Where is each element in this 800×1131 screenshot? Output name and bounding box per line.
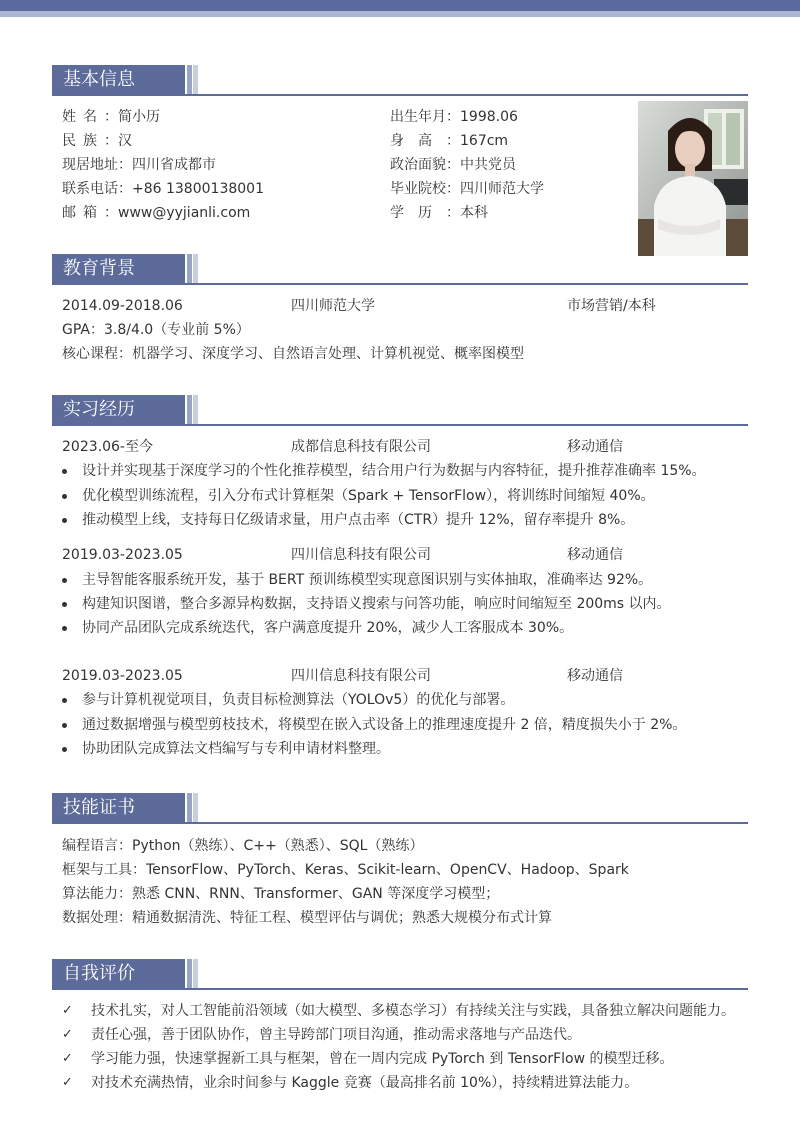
profile-photo [638,101,748,256]
degree-row: 学历：本科 [390,205,488,221]
height-row: 身高：167cm [390,133,509,149]
birth-value: 1998.06 [460,109,518,125]
section-title: 技能证书 [52,793,185,823]
height-value: 167cm [460,133,509,149]
section-header-basic-info [52,65,748,97]
section-title: 教育背景 [52,254,185,284]
job-bullet: 通过数据增强与模型剪枝技术，将模型在嵌入式设备上的推理速度提升 2 倍，精度损失小于 2%。 [82,717,687,733]
section-divider [52,283,748,285]
section-divider [52,988,748,990]
bullet-dot [60,715,70,735]
political-row: 政治面貌：中共党员 [390,157,516,173]
school-row: 毕业院校：四川师范大学 [390,181,544,197]
self-eval-item: 责任心强，善于团队协作，曾主导跨部门项目沟通，推动需求落地与产品迭代。 [91,1027,581,1043]
bullet-dot [60,594,70,614]
top-accent-bar [0,0,800,11]
address-value: 四川省成都市 [132,157,216,173]
job-bullet: 构建知识图谱，整合多源异构数据，支持语义搜索与问答功能，响应时间缩短至 200ms 以内。 [82,596,671,612]
phone-value: +86 13800138001 [132,181,264,197]
self-eval-item: 对技术充满热情，业余时间参与 Kaggle 竞赛（最高排名前 10%），持续精进算法能力。 [91,1075,639,1091]
check-icon: ✓ [62,1003,73,1018]
edu-period: 2014.09-2018.06 [62,298,183,314]
job-role: 移动通信 [567,668,623,684]
section-divider [52,424,748,426]
section-divider [52,822,748,824]
edu-gpa: GPA：3.8/4.0（专业前 5%） [62,322,250,338]
bullet-dot [60,461,70,481]
address-row: 现居地址：四川省成都市 [62,157,216,173]
bullet-dot [60,739,70,759]
skill-line: 框架与工具：TensorFlow、PyTorch、Keras、Scikit-learn、OpenCV、Hadoop、Spark [62,862,629,878]
name-row: 姓名：简小历 [62,109,160,125]
ethnicity-value: 汉 [118,133,132,149]
bullet-dot [60,690,70,710]
bullet-dot [60,510,70,530]
job-company: 四川信息科技有限公司 [291,547,431,563]
email-value: www@yyjianli.com [118,205,251,221]
section-title: 自我评价 [52,959,185,989]
job-role: 移动通信 [567,547,623,563]
job-role: 移动通信 [567,439,623,455]
section-header-internship [52,395,748,427]
job-bullet: 推动模型上线，支持每日亿级请求量，用户点击率（CTR）提升 12%，留存率提升 8%。 [82,512,635,528]
political-value: 中共党员 [460,157,516,173]
job-bullet: 协同产品团队完成系统迭代，客户满意度提升 20%，减少人工客服成本 30%。 [82,620,574,636]
job-period: 2023.06-至今 [62,439,153,455]
ethnicity-row: 民族：汉 [62,133,132,149]
self-eval-item: 学习能力强，快速掌握新工具与框架，曾在一周内完成 PyTorch 到 TensorFlow 的模型迁移。 [91,1051,674,1067]
job-company: 成都信息科技有限公司 [291,439,431,455]
job-bullet: 协助团队完成算法文档编写与专利申请材料整理。 [82,741,390,757]
job-bullet: 参与计算机视觉项目，负责目标检测算法（YOLOv5）的优化与部署。 [82,692,515,708]
school-value: 四川师范大学 [460,181,544,197]
birth-row: 出生年月：1998.06 [390,109,518,125]
job-bullet: 主导智能客服系统开发，基于 BERT 预训练模型实现意图识别与实体抽取，准确率达 92%。 [82,572,653,588]
section-title: 实习经历 [52,395,185,425]
skill-line: 编程语言：Python（熟练）、C++（熟悉）、SQL（熟练） [62,838,424,854]
top-accent-bar-light [0,11,800,17]
edu-courses: 核心课程：机器学习、深度学习、自然语言处理、计算机视觉、概率图模型 [62,346,524,362]
bullet-dot [60,570,70,590]
degree-value: 本科 [460,205,488,221]
self-eval-item: 技术扎实，对人工智能前沿领域（如大模型、多模态学习）有持续关注与实践，具备独立解决问题能力。 [91,1003,735,1019]
section-header-self-eval [52,959,748,991]
bullet-dot [60,486,70,506]
check-icon: ✓ [62,1075,73,1090]
check-icon: ✓ [62,1051,73,1066]
bullet-dot [60,618,70,638]
section-divider [52,94,748,96]
email-row: 邮箱：www@yyjianli.com [62,205,251,221]
check-icon: ✓ [62,1027,73,1042]
job-period: 2019.03-2023.05 [62,668,183,684]
edu-major: 市场营销/本科 [567,298,656,314]
job-company: 四川信息科技有限公司 [291,668,431,684]
edu-school: 四川师范大学 [291,298,375,314]
name-value: 简小历 [118,109,160,125]
job-bullet: 设计并实现基于深度学习的个性化推荐模型，结合用户行为数据与内容特征，提升推荐准确率 15%。 [82,463,706,479]
skill-line: 算法能力：熟悉 CNN、RNN、Transformer、GAN 等深度学习模型； [62,886,500,902]
job-bullet: 优化模型训练流程，引入分布式计算框架（Spark + TensorFlow），将训练时间缩短 40%。 [82,488,655,504]
job-period: 2019.03-2023.05 [62,547,183,563]
section-header-education [52,254,748,286]
skill-line: 数据处理：精通数据清洗、特征工程、模型评估与调优；熟悉大规模分布式计算 [62,910,552,926]
section-header-skills [52,793,748,825]
phone-row: 联系电话：+86 13800138001 [62,181,264,197]
section-title: 基本信息 [52,65,185,95]
